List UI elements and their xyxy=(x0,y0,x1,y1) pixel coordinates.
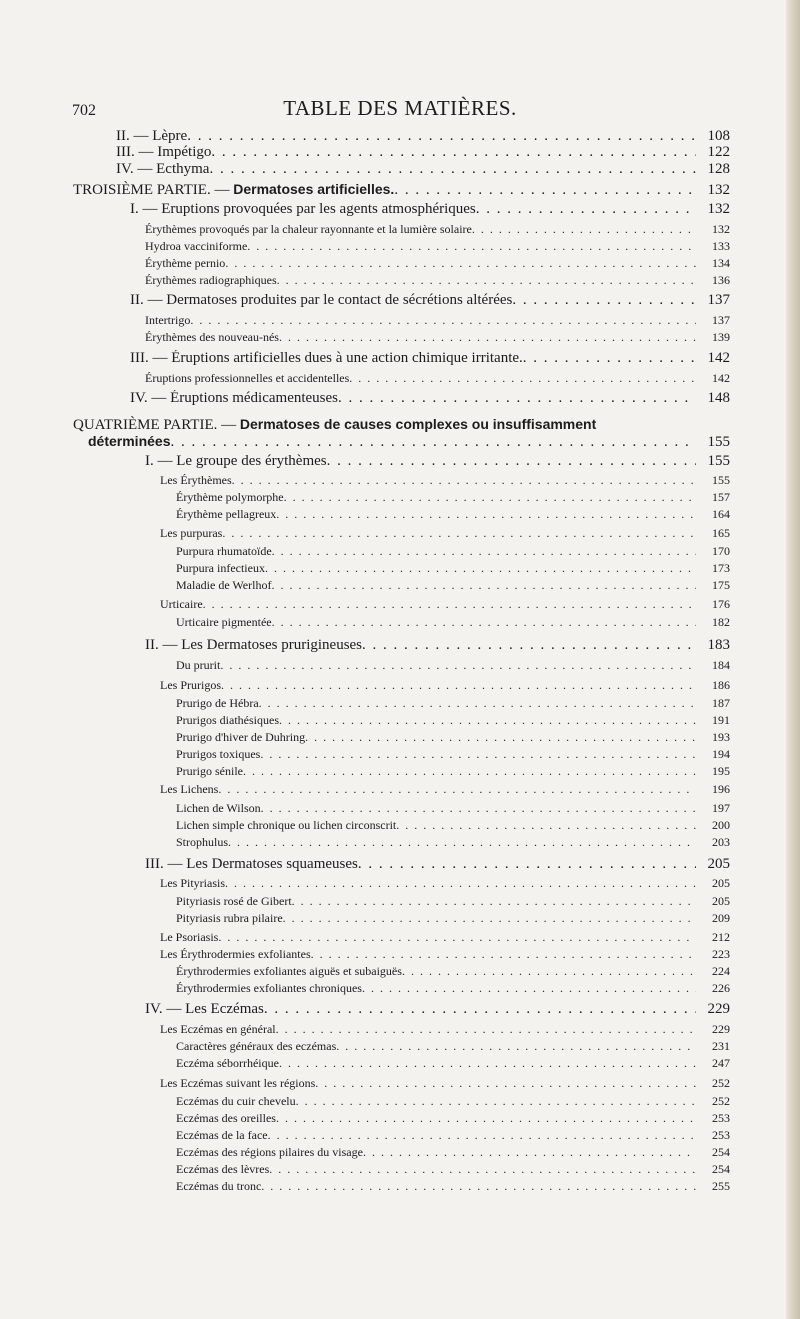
toc-subentry: Purpura rhumatoïde . . . 170 xyxy=(176,544,730,559)
toc-page: 137 xyxy=(712,313,730,327)
toc-page: 231 xyxy=(712,1039,730,1053)
toc-page: 194 xyxy=(712,747,730,761)
toc-subentry: Prurigo de Hébra . . . 187 xyxy=(176,696,730,711)
toc-page: 229 xyxy=(712,1022,730,1036)
toc-page: 205 xyxy=(712,894,730,908)
toc-subentry: Prurigo d'hiver de Duhring . . . 193 xyxy=(176,730,730,745)
toc-subentry: Érythèmes des nouveau-nés . . . 139 xyxy=(145,330,730,345)
toc-page: 155 xyxy=(707,453,730,469)
toc-page: 205 xyxy=(712,876,730,890)
toc-page: 197 xyxy=(712,801,730,815)
toc-subentry: Pityriasis rosé de Gibert . . . 205 xyxy=(176,894,730,909)
toc-page: 203 xyxy=(712,835,730,849)
toc-subentry: Eczémas du tronc . . . 255 xyxy=(176,1179,730,1194)
toc-subentry: Eczéma séborrhéique . . . 247 xyxy=(176,1056,730,1071)
toc-entry: IV. — Ecthyma . . . 128 xyxy=(116,161,730,178)
toc-subentry: Du prurit . . . 184 xyxy=(176,658,730,673)
toc-page: 253 xyxy=(712,1111,730,1125)
toc-subentry: Strophulus . . . 203 xyxy=(176,835,730,850)
toc-subentry: Maladie de Werlhof . . . 175 xyxy=(176,578,730,593)
toc-subentry: Érythèmes radiographiques . . . 136 xyxy=(145,273,730,288)
page-title: TABLE DES MATIÈRES. xyxy=(283,96,517,120)
toc-page: 191 xyxy=(712,713,730,727)
toc-page: 252 xyxy=(712,1094,730,1108)
toc-page: 155 xyxy=(707,434,730,450)
toc-entry: IV. — Les Eczémas . . . 229 xyxy=(145,1001,730,1018)
toc-page: 128 xyxy=(707,161,730,177)
toc-subentry: Prurigo sénile . . . 195 xyxy=(176,764,730,779)
toc-subentry: Les Érythèmes . . . 155 xyxy=(160,473,730,488)
toc-subentry: Prurigos diathésiques . . . 191 xyxy=(176,713,730,728)
toc-subentry: Érythrodermies exfoliantes aiguës et subaiguës . . . 224 xyxy=(176,964,730,979)
toc-page: 132 xyxy=(707,182,730,198)
toc-page: 209 xyxy=(712,911,730,925)
toc-page: 173 xyxy=(712,561,730,575)
page-number: 702 xyxy=(72,102,96,119)
toc-subentry: Intertrigo . . . 137 xyxy=(145,313,730,328)
toc-subentry: Eczémas des régions pilaires du visage . . . 254 xyxy=(176,1145,730,1160)
toc-subentry: Purpura infectieux . . . 173 xyxy=(176,561,730,576)
toc-entry: II. — Lèpre . . . 108 xyxy=(116,128,730,145)
toc-page: 229 xyxy=(707,1001,730,1017)
toc-entry: III. — Les Dermatoses squameuses . . . 205 xyxy=(145,856,730,873)
toc-subentry: Érythème pellagreux . . . 164 xyxy=(176,507,730,522)
toc-page: 247 xyxy=(712,1056,730,1070)
toc-entry: I. — Eruptions provoquées par les agents atmosphériques . . . 132 xyxy=(130,201,730,218)
toc-entry: I. — Le groupe des érythèmes . . . 155 xyxy=(145,453,730,470)
toc-subentry: Les Eczémas suivant les régions . . . 252 xyxy=(160,1076,730,1091)
toc-subentry: Lichen simple chronique ou lichen circonscrit . . . 200 xyxy=(176,818,730,833)
toc-subentry: Pityriasis rubra pilaire . . . 209 xyxy=(176,911,730,926)
toc-page: 200 xyxy=(712,818,730,832)
toc-subentry: Les Lichens . . . 196 xyxy=(160,782,730,797)
toc-page: 164 xyxy=(712,507,730,521)
toc-page: 224 xyxy=(712,964,730,978)
toc-entry: II. — Dermatoses produites par le contact de sécrétions altérées . . . 137 xyxy=(130,292,730,309)
toc-page: 157 xyxy=(712,490,730,504)
toc-subentry: Éruptions professionnelles et accidentelles . . . 142 xyxy=(145,371,730,386)
toc-page: 137 xyxy=(707,292,730,308)
toc-page: 133 xyxy=(712,239,730,253)
toc-page: 212 xyxy=(712,930,730,944)
toc-subentry: Eczémas de la face . . . 253 xyxy=(176,1128,730,1143)
toc-entry: III. — Éruptions artificielles dues à une action chimique irritante. . . . 142 xyxy=(130,350,730,367)
toc-subentry: Urticaire pigmentée . . . 182 xyxy=(176,615,730,630)
toc-page: 175 xyxy=(712,578,730,592)
toc-page: 226 xyxy=(712,981,730,995)
toc-page: 139 xyxy=(712,330,730,344)
toc-subentry: Eczémas du cuir chevelu . . . 252 xyxy=(176,1094,730,1109)
toc-page: 196 xyxy=(712,782,730,796)
toc-subentry: Les Prurigos . . . 186 xyxy=(160,678,730,693)
toc-page: 253 xyxy=(712,1128,730,1142)
toc-page: 176 xyxy=(712,597,730,611)
toc-subentry: Les Pityriasis . . . 205 xyxy=(160,876,730,891)
toc-page: 122 xyxy=(707,144,730,160)
toc-page: 170 xyxy=(712,544,730,558)
toc-part-heading: QUATRIÈME PARTIE. — Dermatoses de causes complexes ou insuffisamment xyxy=(73,416,597,433)
toc-entry: II. — Les Dermatoses prurigineuses . . . 183 xyxy=(145,637,730,654)
toc-subentry: Eczémas des oreilles . . . 253 xyxy=(176,1111,730,1126)
page-edge-shadow xyxy=(786,0,800,1319)
toc-part-heading: TROISIÈME PARTIE. — Dermatoses artificielles. . . . 132 xyxy=(73,181,730,199)
toc-subentry: Les purpuras . . . 165 xyxy=(160,526,730,541)
toc-subentry: Caractères généraux des eczémas . . . 231 xyxy=(176,1039,730,1054)
page-header xyxy=(0,96,800,126)
toc-page: 132 xyxy=(707,201,730,217)
toc-subentry: Eczémas des lèvres . . . 254 xyxy=(176,1162,730,1177)
toc-page: 186 xyxy=(712,678,730,692)
toc-page: 182 xyxy=(712,615,730,629)
toc-subentry: Urticaire . . . 176 xyxy=(160,597,730,612)
toc-page: 108 xyxy=(707,128,730,144)
toc-page: 136 xyxy=(712,273,730,287)
toc-page: 132 xyxy=(712,222,730,236)
toc-page: 134 xyxy=(712,256,730,270)
toc-page: 142 xyxy=(707,350,730,366)
toc-page: 183 xyxy=(707,637,730,653)
toc-page: 142 xyxy=(712,371,730,385)
toc-page: 254 xyxy=(712,1162,730,1176)
toc-page: 254 xyxy=(712,1145,730,1159)
toc-subentry: Le Psoriasis . . . 212 xyxy=(160,930,730,945)
toc-subentry: Érythèmes provoqués par la chaleur rayonnante et la lumière solaire . . . 132 xyxy=(145,222,730,237)
toc-subentry: Prurigos toxiques . . . 194 xyxy=(176,747,730,762)
toc-subentry: Érythrodermies exfoliantes chroniques . . . 226 xyxy=(176,981,730,996)
toc-page: 205 xyxy=(707,856,730,872)
toc-page: 223 xyxy=(712,947,730,961)
toc-part-heading-cont: déterminées . . . 155 xyxy=(88,433,730,451)
toc-page: 155 xyxy=(712,473,730,487)
toc-page: 252 xyxy=(712,1076,730,1090)
toc-entry: IV. — Éruptions médicamenteuses . . . 148 xyxy=(130,390,730,407)
toc-subentry: Les Eczémas en général . . . 229 xyxy=(160,1022,730,1037)
toc-subentry: Érythème polymorphe . . . 157 xyxy=(176,490,730,505)
toc-page: 193 xyxy=(712,730,730,744)
toc-subentry: Érythème pernio . . . 134 xyxy=(145,256,730,271)
toc-page: 184 xyxy=(712,658,730,672)
toc-page: 165 xyxy=(712,526,730,540)
toc-page: 148 xyxy=(707,390,730,406)
toc-page: 255 xyxy=(712,1179,730,1193)
toc-page: 195 xyxy=(712,764,730,778)
toc-subentry: Hydroa vacciniforme . . . 133 xyxy=(145,239,730,254)
toc-subentry: Lichen de Wilson . . . 197 xyxy=(176,801,730,816)
toc-subentry: Les Érythrodermies exfoliantes . . . 223 xyxy=(160,947,730,962)
toc-page: 187 xyxy=(712,696,730,710)
toc-entry: III. — Impétigo . . . 122 xyxy=(116,144,730,161)
